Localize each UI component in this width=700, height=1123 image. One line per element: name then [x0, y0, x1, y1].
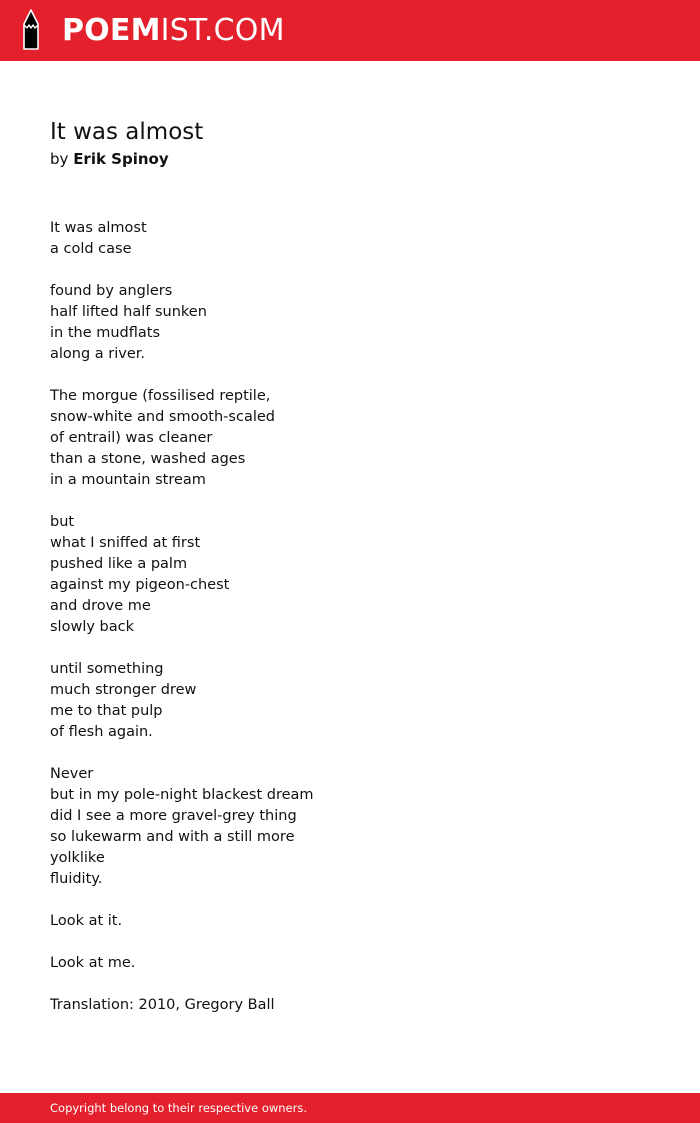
logo-text-bold: POEM [62, 13, 161, 48]
poem-line: Look at me. [50, 955, 136, 971]
poem-line: much stronger drew [50, 682, 197, 698]
poem-line: but [50, 514, 75, 530]
poem-line: Translation: 2010, Gregory Ball [50, 997, 275, 1013]
site-footer [0, 1093, 700, 1123]
byline-prefix: by [50, 150, 69, 168]
poem-line: pushed like a palm [50, 556, 188, 572]
poem-line: found by anglers [50, 283, 173, 299]
poem-line: fluidity. [50, 871, 103, 887]
stanza-break [50, 491, 650, 512]
poem-body [50, 218, 650, 1016]
poem-line: me to that pulp [50, 703, 163, 719]
poem-line: Never [50, 766, 94, 782]
site-logo[interactable] [62, 12, 285, 50]
logo-text-light: IST.COM [160, 13, 285, 48]
footer-copyright: Copyright belong to their respective owners. [50, 1101, 308, 1115]
poem-line: until something [50, 661, 164, 677]
poem-line: It was almost [50, 220, 147, 236]
stanza-break [50, 974, 650, 995]
poem-line: slowly back [50, 619, 134, 635]
stanza-break [50, 260, 650, 281]
poem-line: half lifted half sunken [50, 304, 207, 320]
poem-line: yolklike [50, 850, 105, 866]
stanza-break [50, 890, 650, 911]
poem-line: and drove me [50, 598, 151, 614]
stanza-break [50, 365, 650, 386]
poem-author: Erik Spinoy [73, 150, 169, 168]
poem-line: of flesh again. [50, 724, 153, 740]
poem-line: so lukewarm and with a still more [50, 829, 295, 845]
stanza-break [50, 932, 650, 953]
poem-line: did I see a more gravel-grey thing [50, 808, 297, 824]
poem-line: in the mudflats [50, 325, 161, 341]
poem-byline [50, 148, 169, 170]
stanza-break [50, 638, 650, 659]
poem-line: but in my pole-night blackest dream [50, 787, 314, 803]
poem-line: of entrail) was cleaner [50, 430, 213, 446]
poem-line: The morgue (fossilised reptile, [50, 388, 271, 404]
site-header [0, 0, 700, 61]
pencil-tip-icon [18, 9, 44, 51]
poem-line: Look at it. [50, 913, 123, 929]
poem-line: along a river. [50, 346, 146, 362]
poem-line: a cold case [50, 241, 132, 257]
stanza-break [50, 743, 650, 764]
poem-line: against my pigeon-chest [50, 577, 230, 593]
poem-line: than a stone, washed ages [50, 451, 246, 467]
poem-line: snow-white and smooth-scaled [50, 409, 275, 425]
poem-line: what I sniffed at first [50, 535, 201, 551]
poem-line: in a mountain stream [50, 472, 206, 488]
poem-title: It was almost [50, 119, 204, 145]
